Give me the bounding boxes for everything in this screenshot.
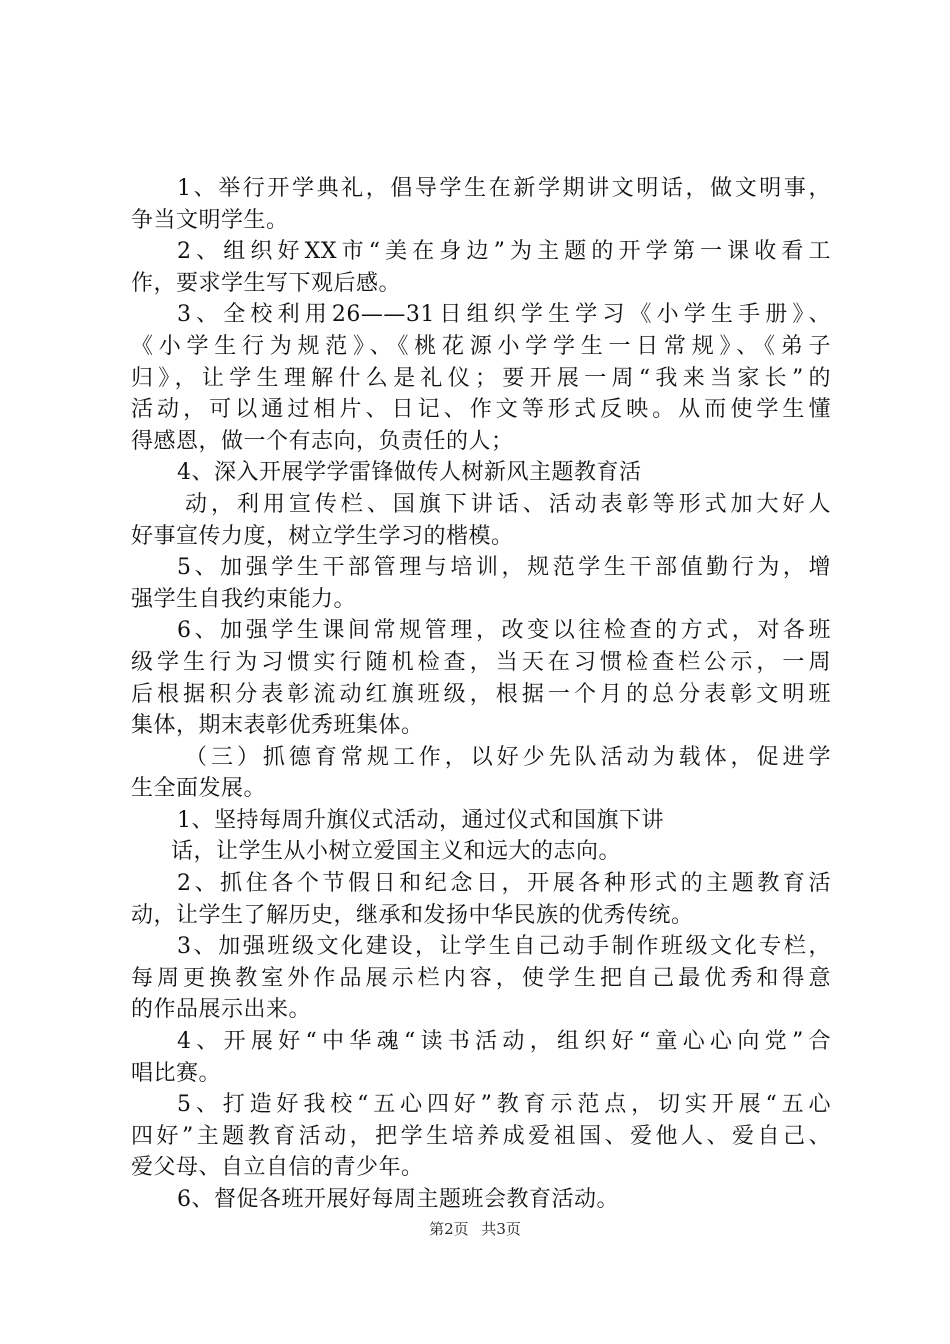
text-line: 归》，让学生理解什么是礼仪；要开展一周“我来当家长”的 xyxy=(131,365,831,391)
text-line: 强学生自我约束能力。 xyxy=(131,586,357,612)
text-line: 活动，可以通过相片、日记、作文等形式反映。从而使学生懂 xyxy=(131,397,831,423)
text-line: 得感恩，做一个有志向，负责任的人； xyxy=(131,428,514,454)
text-line: 后根据积分表彰流动红旗班级，根据一个月的总分表彰文明班 xyxy=(131,681,831,707)
text-line: 4、深入开展学学雷锋做传人树新风主题教育活 xyxy=(177,460,642,486)
document-body xyxy=(131,173,831,1216)
text-line: 每周更换教室外作品展示栏内容，使学生把自己最优秀和得意 xyxy=(131,965,831,991)
text-line: 级学生行为习惯实行随机检查，当天在习惯检查栏公示，一周 xyxy=(131,649,831,675)
text-line: 好事宣传力度，树立学生学习的楷模。 xyxy=(131,523,514,549)
text-line: 4、开展好“中华魂“读书活动，组织好“童心心向党”合 xyxy=(177,1029,831,1055)
text-line: 生全面发展。 xyxy=(131,776,267,802)
text-line: 集体，期末表彰优秀班集体。 xyxy=(131,713,424,739)
text-line: 3、加强班级文化建设，让学生自己动手制作班级文化专栏， xyxy=(177,934,831,960)
text-line: 2、抓住各个节假日和纪念日，开展各种形式的主题教育活 xyxy=(177,871,831,897)
text-line: 2、组织好XX市“美在身边”为主题的开学第一课收看工 xyxy=(177,239,831,265)
text-line: 5、加强学生干部管理与培训，规范学生干部值勤行为，增 xyxy=(177,555,831,581)
page-number: 第2页 xyxy=(429,1220,469,1238)
text-line: 爱父母、自立自信的青少年。 xyxy=(131,1155,424,1181)
text-line: 话，让学生从小树立爱国主义和远大的志向。 xyxy=(171,839,622,865)
text-line: 1、举行开学典礼，倡导学生在新学期讲文明话，做文明事， xyxy=(177,176,831,201)
text-line: 唱比赛。 xyxy=(131,1060,222,1086)
text-line: 动，利用宣传栏、国旗下讲话、活动表彰等形式加大好人 xyxy=(185,491,831,517)
text-line: 5、打造好我校“五心四好”教育示范点，切实开展“五心 xyxy=(177,1092,831,1118)
page-total: 共3页 xyxy=(481,1220,521,1238)
text-line: 3、全校利用26——31日组织学生学习《小学生手册》、 xyxy=(177,302,831,328)
text-line: 《小学生行为规范》、《桃花源小学学生一日常规》、《弟子 xyxy=(131,333,831,359)
text-line: 四好”主题教育活动，把学生培养成爱祖国、爱他人、爱自己、 xyxy=(131,1123,831,1149)
text-line: （三）抓德育常规工作，以好少先队活动为载体，促进学 xyxy=(185,744,831,770)
page-footer xyxy=(0,1218,950,1239)
text-line: 的作品展示出来。 xyxy=(131,997,312,1023)
text-line: 6、督促各班开展好每周主题班会教育活动。 xyxy=(177,1187,619,1212)
text-line: 作，要求学生写下观后感。 xyxy=(131,270,402,296)
text-line: 6、加强学生课间常规管理，改变以往检查的方式，对各班 xyxy=(177,618,831,644)
text-line: 1、坚持每周升旗仪式活动，通过仪式和国旗下讲 xyxy=(177,807,664,833)
text-line: 动，让学生了解历史，继承和发扬中华民族的优秀传统。 xyxy=(131,902,694,928)
text-line: 争当文明学生。 xyxy=(131,207,289,233)
